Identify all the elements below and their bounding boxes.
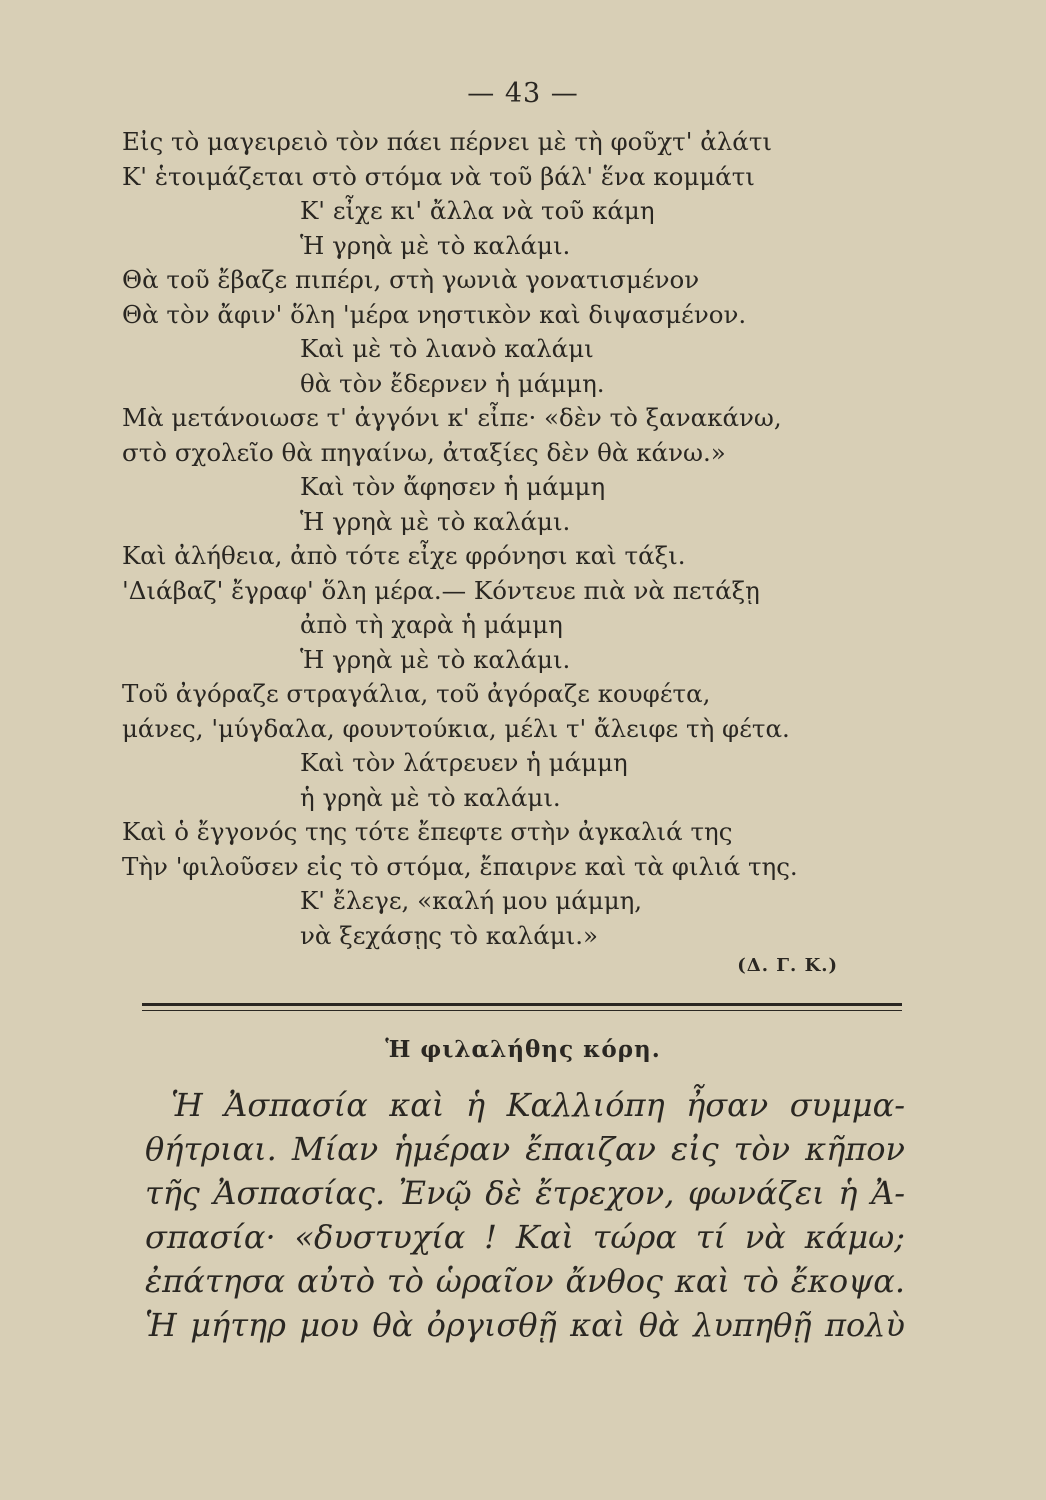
poem-line: Τοῦ ἀγόραζε στραγάλια, τοῦ ἀγόραζε κουφέτα, [122, 679, 711, 708]
poem-line: Ἡ γρηὰ μὲ τὸ καλάμι. [300, 230, 571, 260]
poem-line: νὰ ξεχάσῃς τὸ καλάμι.» [300, 920, 599, 950]
poem-line: Κ' ἔλεγε, «καλή μου μάμμη, [300, 886, 643, 915]
section-divider-thin [142, 1010, 902, 1011]
story-line: ἐπάτησα αὐτὸ τὸ ὡραῖον ἄνθος καὶ τὸ ἔκοψα. [145, 1262, 905, 1300]
poem-line: στὸ σχολεῖο θὰ πηγαίνω, ἀταξίες δὲν θὰ κάνω.» [122, 437, 726, 467]
story-line: τῆς Ἀσπασίας. Ἐνῷ δὲ ἔτρεχον, φωνάζει ἡ Ἀ- [145, 1174, 905, 1212]
story-title: Ἡ φιλαλήθης κόρη. [385, 1036, 661, 1063]
poem-line: ἀπὸ τὴ χαρὰ ἡ μάμμη [300, 610, 563, 639]
poem-line: θὰ τὸν ἔδερνεν ἡ μάμμη. [300, 368, 605, 398]
story-line: Ἡ Ἀσπασία καὶ ἡ Καλλιόπη ἦσαν συμμα- [171, 1086, 905, 1124]
poem-line: Εἰς τὸ μαγειρειὸ τὸν πάει πέρνει μὲ τὴ φοῦχτ' ἀλάτι [122, 127, 773, 156]
poem-line: Ἡ γρηὰ μὲ τὸ καλάμι. [300, 506, 571, 536]
poem-line: 'Διάβαζ' ἔγραφ' ὅλη μέρα.— Κόντευε πιὰ νὰ πετάξῃ [122, 575, 760, 605]
poem-line: Καὶ μὲ τὸ λιανὸ καλάμι [300, 334, 594, 363]
story-line: θήτριαι. Μίαν ἡμέραν ἔπαιζαν εἰς τὸν κῆπον [145, 1130, 905, 1168]
poem-line: Κ' εἶχε κι' ἄλλα νὰ τοῦ κάμη [300, 196, 655, 225]
poem-line: Θὰ τοῦ ἔβαζε πιπέρι, στὴ γωνιὰ γονατισμένον [122, 265, 700, 294]
section-divider-thick [142, 1003, 902, 1006]
poem-line: ἡ γρηὰ μὲ τὸ καλάμι. [300, 782, 561, 812]
poem-line: Κ' ἑτοιμάζεται στὸ στόμα νὰ τοῦ βάλ' ἕνα κομμάτι [122, 161, 755, 191]
story-text [145, 1083, 905, 1347]
poem-line: Καὶ τὸν ἄφησεν ἡ μάμμη [300, 472, 606, 501]
poem [122, 125, 882, 953]
page-number: — 43 — [467, 78, 579, 109]
story-line: σπασία· «δυστυχία ! Καὶ τώρα τί νὰ κάμω; [145, 1218, 905, 1256]
poem-line: Καὶ ὁ ἔγγονός της τότε ἔπεφτε στὴν ἀγκαλιά της [122, 817, 733, 846]
author-signature: (Δ. Γ. Κ.) [737, 955, 838, 976]
poem-line: Καὶ ἀλήθεια, ἀπὸ τότε εἶχε φρόνησι καὶ τάξι. [122, 541, 686, 570]
poem-line: Θὰ τὸν ἄφιν' ὅλη 'μέρα νηστικὸν καὶ διψασμένον. [122, 299, 747, 329]
poem-line: Τὴν 'φιλοῦσεν εἰς τὸ στόμα, ἔπαιρνε καὶ τὰ φιλιά της. [122, 851, 798, 881]
poem-line: μάνες, 'μύγδαλα, φουντούκια, μέλι τ' ἄλειφε τὴ φέτα. [122, 713, 790, 743]
poem-line: Ἡ γρηὰ μὲ τὸ καλάμι. [300, 644, 571, 674]
poem-line: Μὰ μετάνοιωσε τ' ἀγγόνι κ' εἶπε· «δὲν τὸ ξανακάνω, [122, 403, 782, 432]
story-line: Ἡ μήτηρ μου θὰ ὀργισθῇ καὶ θὰ λυπηθῇ πολὺ [145, 1306, 905, 1344]
poem-line: Καὶ τὸν λάτρευεν ἡ μάμμη [300, 748, 628, 777]
